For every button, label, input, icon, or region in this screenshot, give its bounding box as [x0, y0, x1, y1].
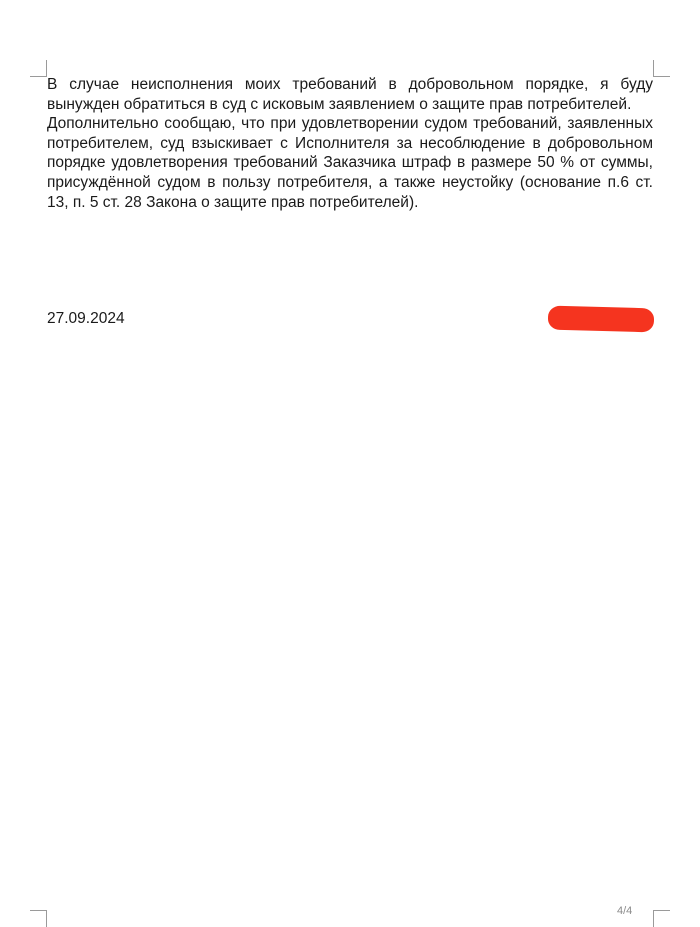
paragraph-penalty-notice: Дополнительно сообщаю, что при удовлетворении судом требований, заявленных потребителем, суд взыскивает с Исполнителя за несоблюдение в добровольном порядке удовлетворения требований Заказчика штраф в размере 50 % от суммы, присуждённой судом в пользу потребителя, а также неустойку (основание п.6 ст. 13, п. 5 ст. 28 Закона о защите прав потребителей). — [47, 115, 653, 211]
redaction-mark — [548, 306, 655, 333]
page-number: 4/4 — [617, 905, 633, 917]
paragraph-court-warning: В случае неисполнения моих требований в добровольном порядке, я буду вынужден обратиться в суд с исковым заявлением о защите прав потребителей. — [47, 76, 653, 113]
crop-mark-bottom-right — [653, 910, 670, 927]
crop-mark-top-left — [30, 60, 47, 77]
letter-body — [47, 75, 653, 212]
crop-mark-top-right — [653, 60, 670, 77]
crop-mark-bottom-left — [30, 910, 47, 927]
document-date: 27.09.2024 — [47, 310, 125, 327]
